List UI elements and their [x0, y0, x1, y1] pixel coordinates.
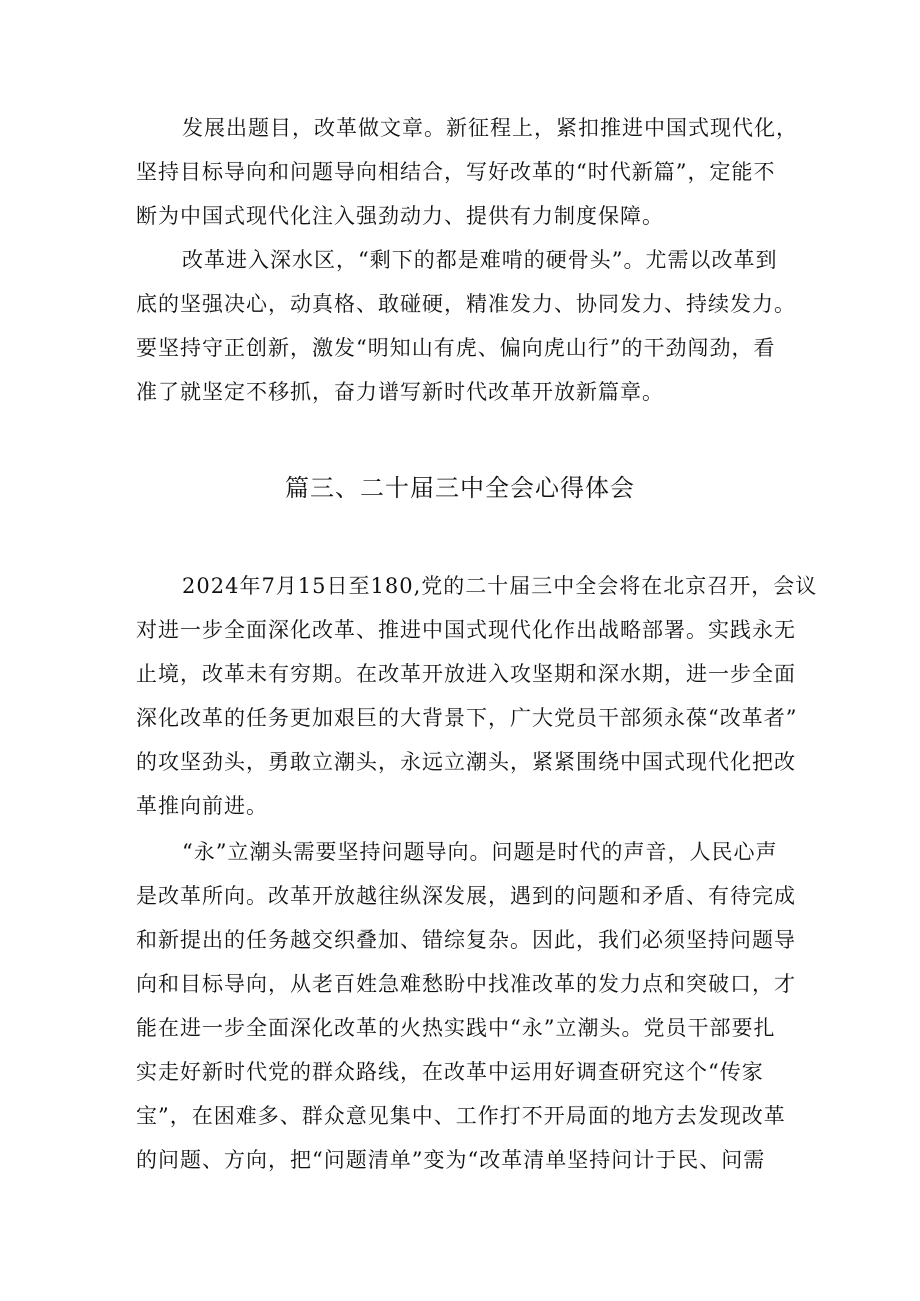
- paragraph-line: 深化改革的任务更加艰巨的大背景下，广大党员干部须永葆“改革者”: [136, 706, 798, 730]
- paragraph-line: 能在进一步全面深化改革的火热实践中“永”立潮头。党员干部要扎: [136, 1016, 776, 1040]
- paragraph-line: 发展出题目，改革做文章。新征程上，紧扣推进中国式现代化，: [182, 116, 798, 140]
- paragraph-line: 2024年7月15日至180,党的二十届三中全会将在北京召开，会议: [182, 574, 818, 598]
- paragraph-line: 的问题、方向，把“问题清单”变为“改革清单坚持问计于民、问需: [136, 1148, 766, 1172]
- paragraph-line: “永”立潮头需要坚持问题导向。问题是时代的声音，人民心声: [182, 840, 778, 864]
- paragraph-line: 宝”，在困难多、群众意见集中、工作打不开局面的地方去发现改革: [136, 1104, 786, 1128]
- paragraph-line: 向和目标导向，从老百姓急难愁盼中找准改革的发力点和突破口，才: [136, 972, 796, 996]
- paragraph-line: 断为中国式现代化注入强劲动力、提供有力制度保障。: [136, 204, 664, 228]
- paragraph-line: 和新提出的任务越交织叠加、错综复杂。因此，我们必须坚持问题导: [136, 928, 796, 952]
- paragraph-line: 准了就坚定不移抓，奋力谱写新时代改革开放新篇章。: [136, 380, 664, 404]
- paragraph-line: 坚持目标导向和问题导向相结合，写好改革的“时代新篇”，定能不: [136, 160, 776, 184]
- paragraph-line: 要坚持守正创新，激发“明知山有虎、偏向虎山行”的干劲闯劲，看: [136, 336, 776, 360]
- paragraph-line: 改革进入深水区，“剩下的都是难啃的硬骨头”。尤需以改革到: [182, 248, 778, 272]
- section-heading: 篇三、二十届三中全会心得体会: [285, 474, 635, 502]
- paragraph-line: 实走好新时代党的群众路线，在改革中运用好调查研究这个“传家: [136, 1060, 764, 1084]
- paragraph-line: 革推向前进。: [136, 794, 268, 818]
- paragraph-line: 的攻坚劲头，勇敢立潮头，永远立潮头，紧紧围绕中国式现代化把改: [136, 750, 796, 774]
- paragraph-line: 止境，改革未有穷期。在改革开放进入攻坚期和深水期，进一步全面: [136, 662, 796, 686]
- paragraph-line: 底的坚强决心，动真格、敢碰硬，精准发力、协同发力、持续发力。: [136, 292, 796, 316]
- paragraph-line: 是改革所向。改革开放越往纵深发展，遇到的问题和矛盾、有待完成: [136, 884, 796, 908]
- paragraph-line: 对进一步全面深化改革、推进中国式现代化作出战略部署。实践永无: [136, 618, 796, 642]
